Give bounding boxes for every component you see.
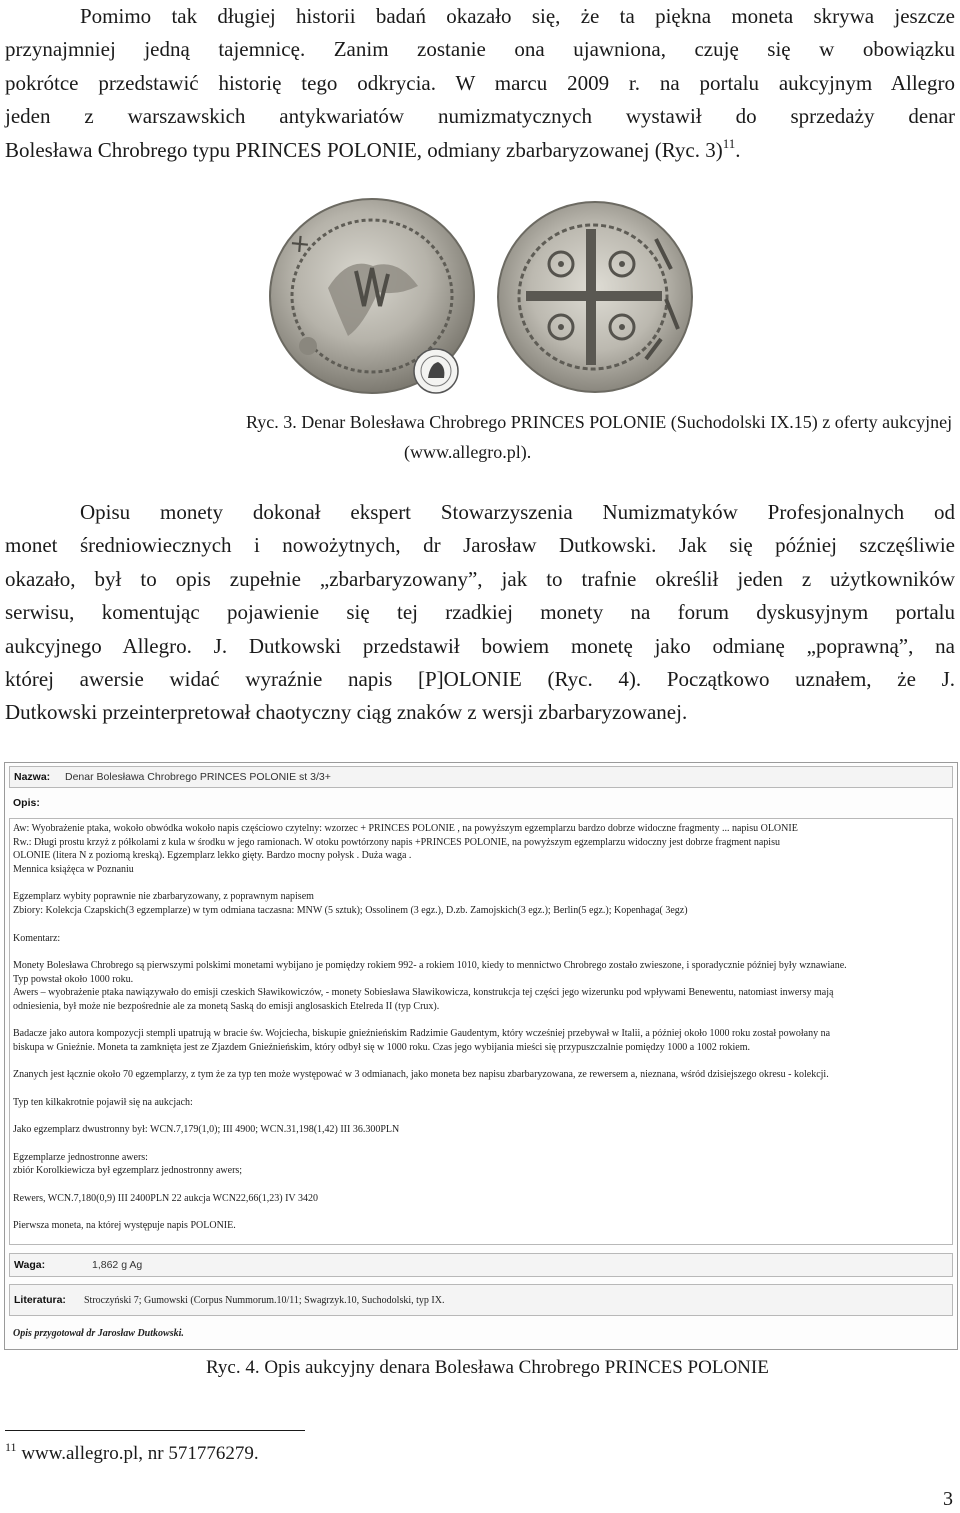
auction-description-line: [13, 919, 949, 933]
auction-description-line: Pierwsza moneta, na której występuje napis POLONIE.: [13, 1219, 236, 1231]
auction-description-line: Zbiory: Kolekcja Czapskich(3 egzemplarze) w tym odmiana taczasna: MNW (5 sztuk); Ossolinem (3 egz.), D.zb. Zamojskich(3 egz.); Berlin(5 egz.); Kopenhaga( 3egz): [13, 905, 688, 917]
auction-weight-label: Waga:: [14, 1259, 46, 1271]
auction-author-row: [9, 1325, 953, 1343]
auction-description-line: zbiór Korolkiewicza był egzemplarz jednostronny awers;: [13, 1165, 243, 1177]
auction-description-line: Awers – wyobrażenie ptaka nawiązywało do emisji czeskich Sławikowiczów, - monety Sobiesława Sławikowicza, konstrukcja tej części jego wizerunku pod wpływami Benewentu, natomiast inwersy mają: [13, 987, 834, 999]
auction-description-line: Badacze jako autora kompozycji stempli upatrują w bracie św. Wojciecha, biskupie gnieźnieńskim Radzimie Gaudentym, który wcześniej przebywał w Italii, a później około 1000 roku został powołany na: [13, 1028, 831, 1040]
auction-description-line: [13, 878, 949, 892]
auction-description-line: biskupa w Gnieźnie. Moneta ta zamknięta jest ze Zjazdem Gnieźnieńskim, który odbył się w 1000 roku. Czas jego wybijania mieści się przypuszczalnie pomiędzy 1000 a 1002 rokiem.: [13, 1042, 751, 1053]
auction-description-line: Komentarz:: [13, 932, 61, 944]
svg-text:✕: ✕: [285, 228, 316, 260]
body-line-4: serwisu, komentując pojawienie się tej rzadkiej monety na forum dyskusyjnym portalu: [5, 600, 955, 625]
auction-description-line: [13, 1056, 949, 1070]
body-line-7: Dutkowski przeinterpretował chaotyczny ciąg znaków z wersji zbarbaryzowanej.: [5, 700, 688, 725]
body-line-3: okazało, był to opis zupełnie „zbarbaryzowany”, jak to trafnie określił jeden z użytkowników: [5, 566, 955, 591]
coin-reverse-image: [496, 199, 694, 395]
auction-description-line: Mennica książęca w Poznaniu: [13, 864, 134, 876]
auction-description-line: Typ ten kilkakrotnie pojawił się na aukcjach:: [13, 1096, 193, 1108]
intro-line-5-text: Bolesława Chrobrego typu PRINCES POLONIE, odmiany zbarbaryzowanej (Ryc. 3): [5, 137, 723, 162]
auction-description-line: Jako egzemplarz dwustronny był: WCN.7,179(1,0); III 4900; WCN.31,198(1,42) III 36.300PLN: [13, 1124, 400, 1136]
auction-weight-value: 1,862 g Ag: [92, 1259, 143, 1271]
footnote-ref-11: 11: [722, 135, 736, 151]
auction-description-line: [13, 1179, 949, 1193]
auction-name-value: Denar Bolesława Chrobrego PRINCES POLONIE st 3/3+: [65, 771, 331, 783]
intro-line-2: przynajmniej jedną tajemnicę. Zanim zostanie ona ujawniona, czuję się w obowiązku: [5, 37, 955, 62]
figure-3-caption-source: (www.allegro.pl).: [404, 442, 532, 462]
auction-description-line: [13, 1110, 949, 1124]
auction-literature-value: Stroczyński 7; Gumowski (Corpus Nummorum.10/11; Swagrzyk.10, Suchodolski, typ IX.: [84, 1295, 445, 1306]
auction-description-line: Rewers, WCN.7,180(0,9) III 2400PLN 22 aukcja WCN22,66(1,23) IV 3420: [13, 1192, 318, 1204]
auction-description-line: OLONIE (litera N z poziomą kreską). Egzemplarz lekko gięty. Bardzo mocny połysk . Duża waga .: [13, 850, 412, 862]
intro-paragraph: [5, 0, 955, 167]
auction-description-line: Typ powstał około 1000 roku.: [13, 973, 134, 985]
auction-description-box: [9, 818, 953, 1245]
auction-description-line: Znanych jest łącznie około 70 egzemplarzy, z tym że za typ ten może występować w 3 odmianach, jako moneta bez napisu zbarbaryzowana, ze rewersem a, nieznana, wśród dzisiejszego okresu - kolekcji.: [13, 1069, 829, 1081]
figure-3-caption: Ryc. 3. Denar Bolesława Chrobrego PRINCES POLONIE (Suchodolski IX.15) z oferty aukcyjnej: [246, 412, 953, 432]
body-line-6: której awersie widać wyraźnie napis [P]OLONIE (Ryc. 4). Początkowo uznałem, że J.: [5, 667, 955, 692]
coin-obverse-image: [268, 196, 478, 396]
auction-name-row: [9, 766, 953, 788]
auction-literature-row: [9, 1284, 953, 1316]
auction-name-label: Nazwa:: [14, 771, 51, 783]
auction-description-line: Aw: Wyobrażenie ptaka, wokoło obwódka wokoło napis częściowo czytelny: wzorzec + PRINCES POLONIE , na powyższym egzemplarzu bardzo dobrze widoczne fragmenty ... napisu OLONIE: [13, 823, 798, 834]
body-line-5: aukcyjnego Allegro. J. Dutkowski przedstawił bowiem monetę jako odmianę „poprawną”, na: [5, 633, 955, 658]
auction-description-panel: [4, 762, 958, 1350]
intro-line-4: jeden z warszawskich antykwariatów numizmatycznych wystawił do sprzedaży denar: [5, 104, 955, 129]
auction-literature-label: Literatura:: [14, 1294, 66, 1306]
auction-description-line: odniesienia, był może nie bezpośrednie ale za monetą Saską do emisji anglosaskich Etelreda II (typ Crux).: [13, 1000, 440, 1012]
auction-opis-row: [9, 794, 953, 812]
auction-description-line: Monety Bolesława Chrobrego są pierwszymi polskimi monetami wybijano je pomiędzy rokiem 992- a rokiem 1010, kiedy to mennictwo Chrobrego zostało zwieszone, i sporadycznie później były wznawiane.: [13, 959, 847, 971]
footnote-separator: [5, 1430, 305, 1431]
body-line-2: monet średniowiecznych i nowożytnych, dr Jarosław Dutkowski. Jak się później szczęśliwie: [5, 533, 955, 558]
auction-author-note: Opis przygotował dr Jarosław Dutkowski.: [13, 1328, 184, 1339]
footnote-text: www.allegro.pl, nr 571776279.: [21, 1443, 259, 1464]
auction-description-line: [13, 1206, 949, 1220]
intro-line-5-end: .: [735, 137, 741, 162]
body-line-1: Opisu monety dokonał ekspert Stowarzyszenia Numizmatyków Profesjonalnych od: [80, 500, 955, 524]
auction-description-line: Egzemplarze jednostronne awers:: [13, 1151, 148, 1163]
auction-description-line: [13, 1138, 949, 1152]
intro-line-5: [5, 134, 955, 167]
auction-description-line: Rw.: Długi prostu krzyż z półkolami z kula w środku w jego ramionach. W otoku powtórzony napis +PRINCES POLONIE, na powyższym egzemplarzu widoczny jest dobrze fragment napisu: [13, 836, 780, 848]
footnote: [5, 1442, 259, 1466]
auction-description-line: [13, 1015, 949, 1029]
intro-line-1: Pomimo tak długiej historii badań okazało się, że ta piękna moneta skrywa jeszcze: [80, 4, 955, 28]
auction-weight-row: [9, 1253, 953, 1277]
footnote-number: 11: [5, 1440, 17, 1454]
auction-description-line: Egzemplarz wybity poprawnie nie zbarbaryzowany, z poprawnym napisem: [13, 891, 314, 903]
auction-description-lines: [13, 823, 949, 1234]
intro-line-3: pokrótce przedstawić historię tego odkrycia. W marcu 2009 r. na portalu aukcyjnym Allegro: [5, 70, 955, 95]
body-paragraph: [5, 496, 955, 730]
figure-4-caption: Ryc. 4. Opis aukcyjny denara Bolesława Chrobrego PRINCES POLONIE: [206, 1357, 769, 1378]
auction-description-line: [13, 1083, 949, 1097]
auction-description-line: [13, 946, 949, 960]
auction-opis-label: Opis:: [13, 797, 40, 809]
page-number: 3: [943, 1488, 953, 1510]
